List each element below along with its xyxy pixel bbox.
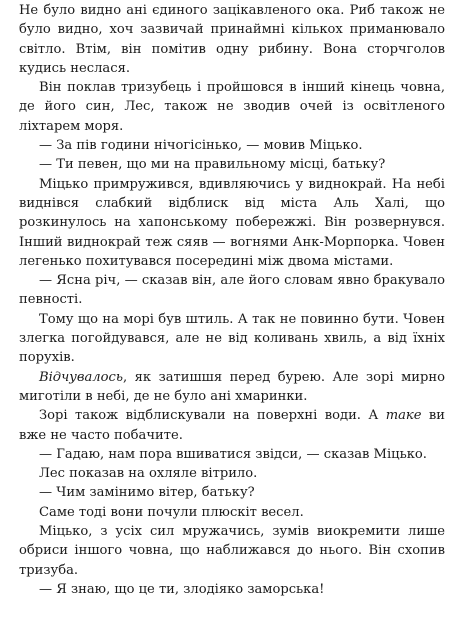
- emphasis-text: таке: [385, 408, 422, 424]
- paragraph: Міцько, з усіх сил мружачись, зумів виокремити лише обриси іншого човна, що наближався до нього. Він схопив тризуба.: [19, 524, 445, 578]
- paragraph: Він поклав тризубець і пройшовся в інший кінець човна, де його син, Лес, також не зводив очей із освітленого ліхтарем моря.: [19, 80, 445, 134]
- paragraph: Саме тоді вони почули плюскіт весел.: [39, 504, 304, 520]
- paragraph: [19, 368, 445, 407]
- paragraph: Тому що на морі був штиль. А так не повинно бути. Човен злегка погойдувався, але не від коливань хвиль, а від їхніх порухів.: [19, 311, 445, 366]
- dialogue-line: — Гадаю, нам пора вшиватися звідси, — сказав Міцько.: [39, 446, 427, 462]
- dialogue-line: — Ти певен, що ми на правильному місці, батьку?: [39, 157, 386, 173]
- paragraph: Не було видно ані єдиного зацікавленого ока. Риб також не було видно, хоч зазвичай принаймні кількох приманювало світло. Втім, він помітив одну рибину. Вона сторчголов кудись неслася.: [19, 3, 445, 76]
- dialogue-line: — За пів години нічогісінько, — мовив Міцько.: [39, 138, 363, 154]
- dialogue-line: — Ясна річ, — сказав він, але його словам явно бракувало певності.: [19, 273, 445, 308]
- paragraph-text: ви вже не часто побачите.: [19, 408, 446, 443]
- paragraph: [19, 406, 445, 445]
- dialogue-line: — Чим замінимо вітер, батьку?: [39, 485, 255, 501]
- paragraph: Міцько примружився, вдивляючись у виднокрай. На небі виднівся слабкий відблиск від міста Аль Халі, що розкинулось на хапонському побережжі. Він розвернувся. Інший виднокрай теж сяяв — вогнями Анк-Морпорка. Човен легенько похитувався посередині між двома містами.: [19, 176, 445, 269]
- emphasis-text: Відчувалось: [39, 369, 123, 385]
- paragraph-text: Зорі також відблискували на поверхні води. А: [39, 408, 386, 424]
- paragraph: Лес показав на охляле вітрило.: [39, 466, 258, 482]
- dialogue-line: — Я знаю, що це ти, злодіяко заморська!: [39, 581, 325, 597]
- paragraph-text: , як затишшя перед бурею. Але зорі мирно миготіли в небі, де не було ані хмаринки.: [19, 369, 445, 404]
